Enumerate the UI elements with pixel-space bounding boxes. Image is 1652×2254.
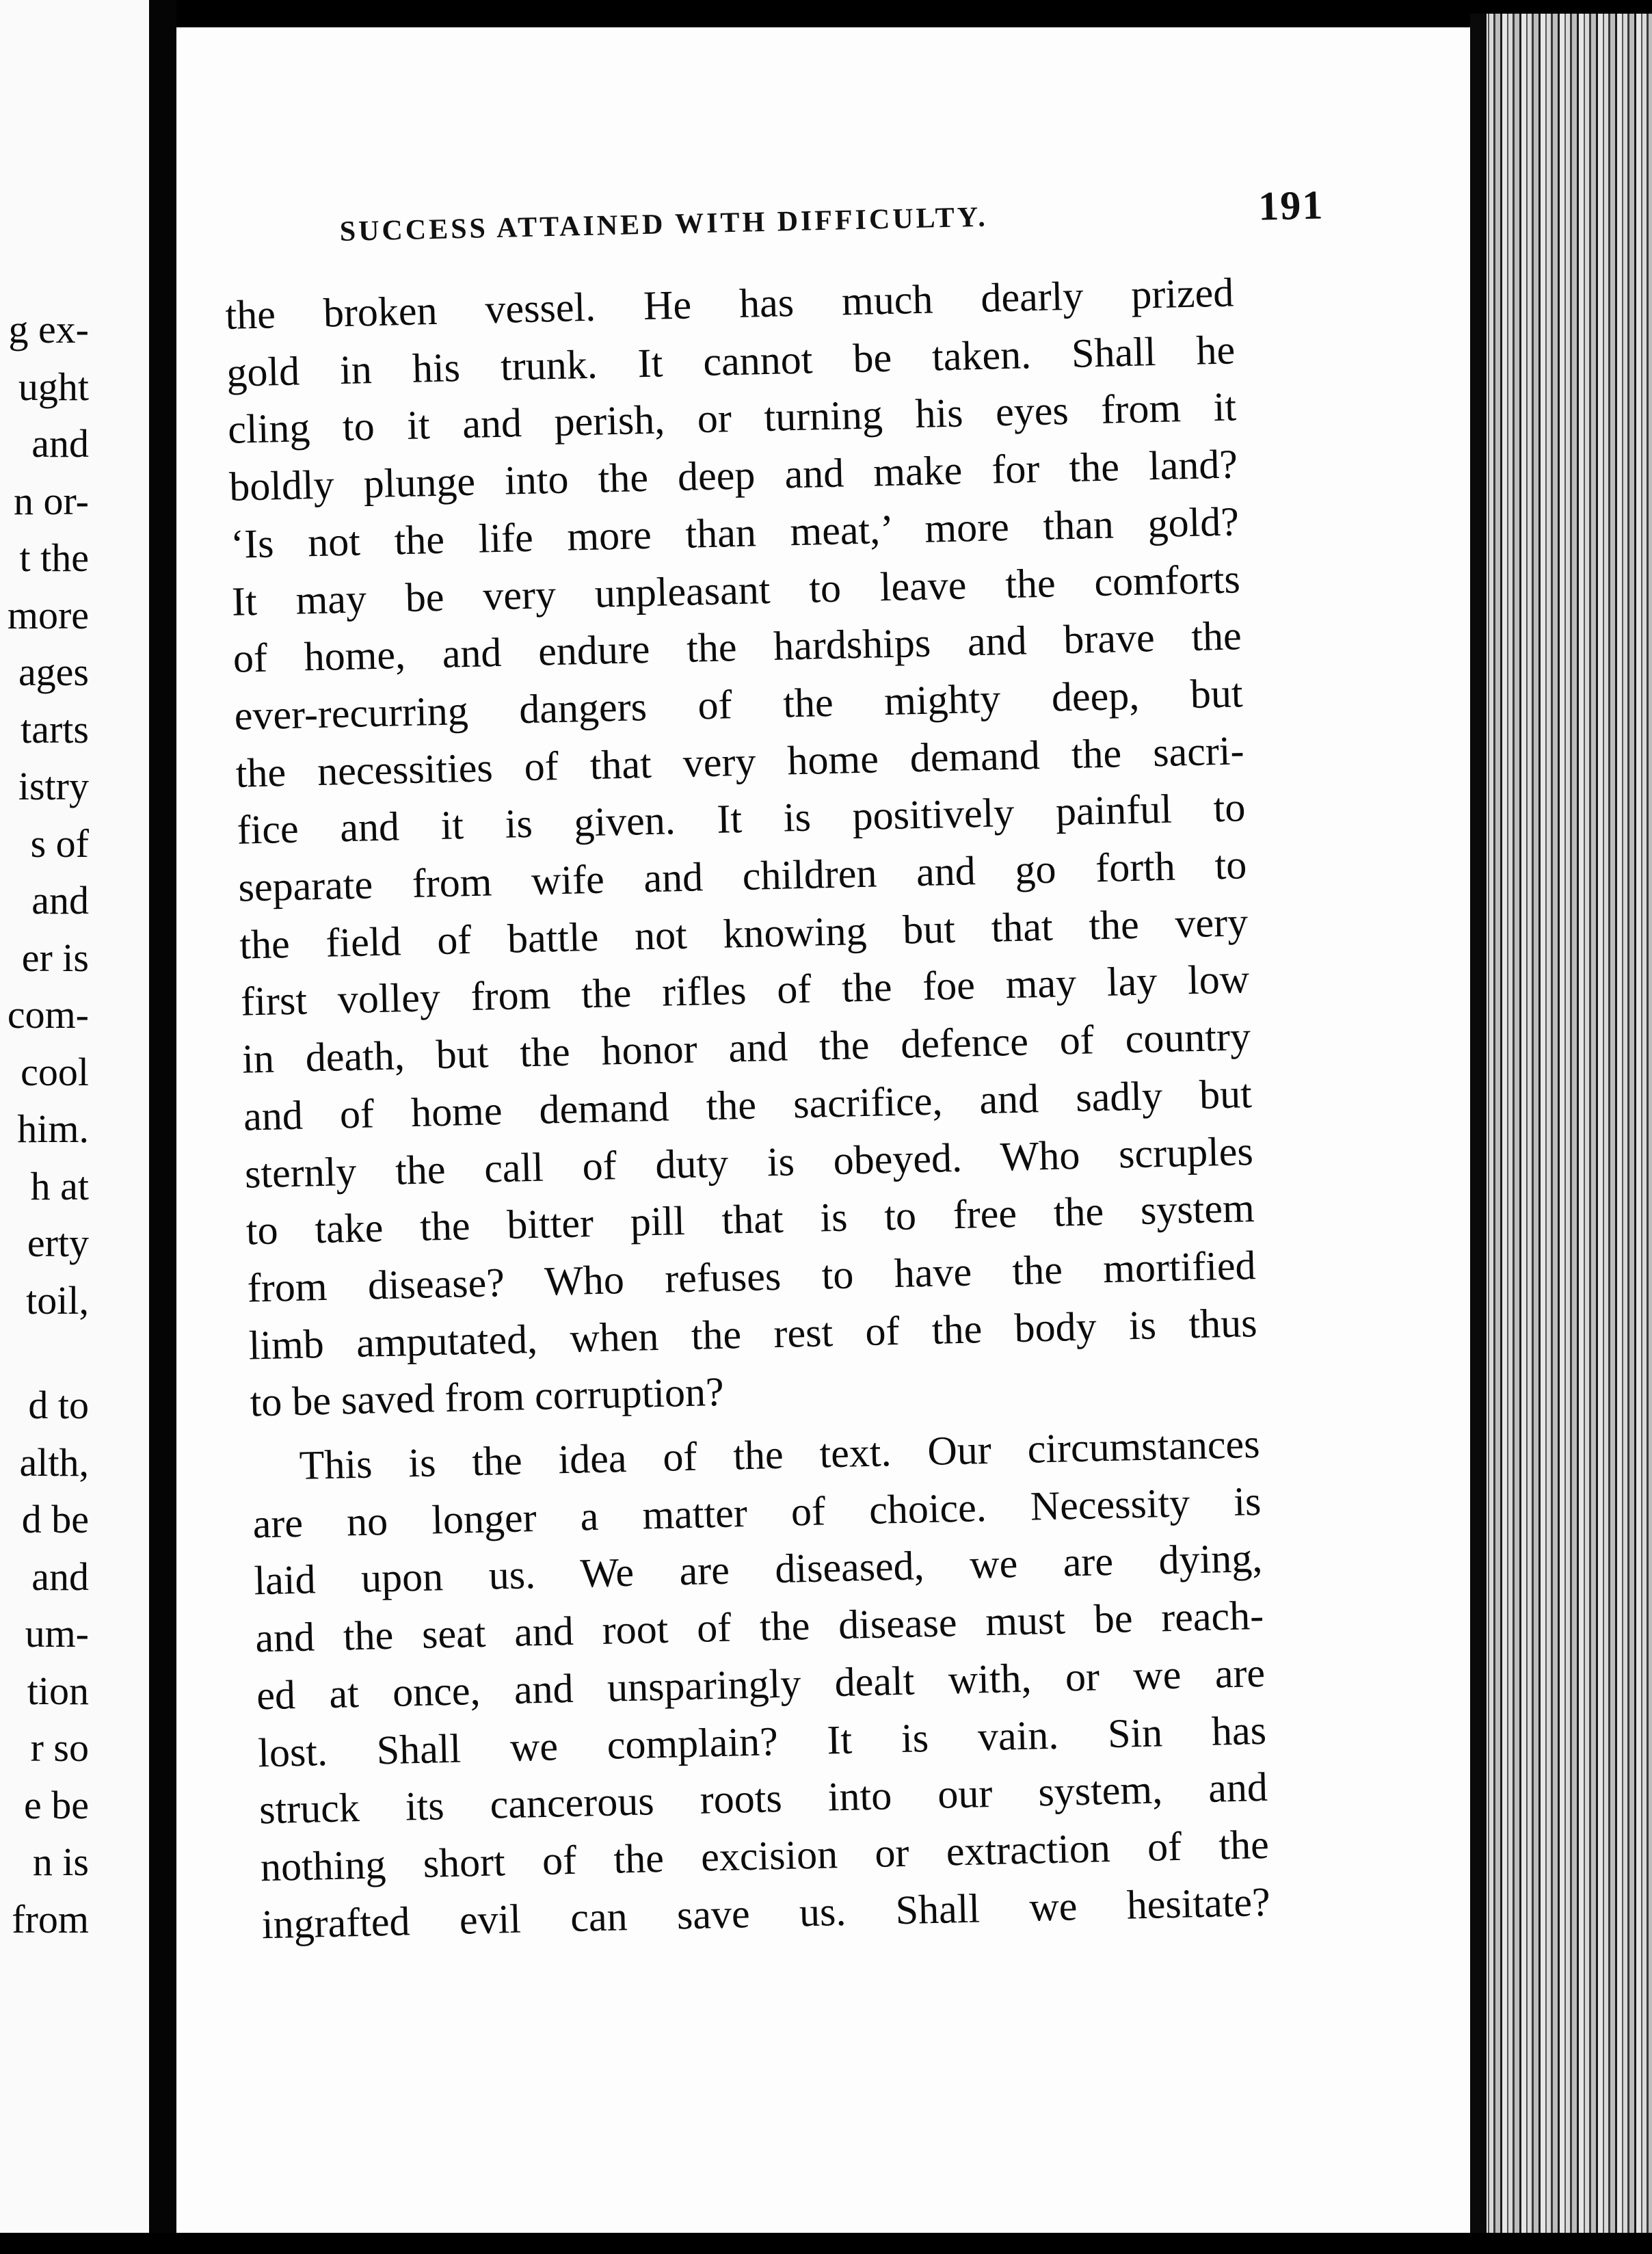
text-line: struck its cancerous roots into our system, and [258,1764,1268,1833]
fragment-line: toil, [26,1277,89,1323]
text-line: lost. Shall we complain? It is vain. Sin has [257,1707,1267,1775]
fragment-line: g ex- [8,307,89,352]
text-line: gold in his trunk. It cannot be taken. Shall he [226,327,1236,395]
text-line: boldly plunge into the deep and make for the land? [228,441,1238,509]
fragment-line: erty [27,1221,89,1265]
fragment-line: h at [30,1163,89,1208]
text-line: nothing short of the excision or extraction of the [260,1821,1270,1890]
text-line: the necessities of that very home demand the sacri- [235,727,1245,796]
previous-page-text-fragments [8,301,89,1948]
text-line: separate from wife and children and go forth to [237,842,1247,910]
text-line: ever-recurring dangers of the mighty deep, but [234,670,1244,739]
fragment-line: e be [24,1782,89,1827]
text-line: ed at once, and unsparingly dealt with, or we are [256,1649,1266,1719]
fragment-line: r so [30,1725,89,1770]
running-head [339,181,1324,251]
fragment-line: um- [25,1611,89,1656]
running-title: SUCCESS ATTAINED WITH DIFFICULTY. [339,201,989,248]
book-gutter [149,0,176,2254]
fragment-line: t the [19,535,89,580]
fragment-line: n or- [14,478,89,523]
fragment-line: n is [32,1840,89,1884]
text-line: the broken vessel. He has much dearly prized [224,269,1234,338]
fragment-line: ught [18,364,89,409]
fragment-line: alth, [19,1440,89,1485]
text-line: from disease? Who refuses to have the mortified [247,1243,1257,1311]
paragraph [251,1416,1271,1954]
bottom-border [0,2233,1652,2254]
text-line: This is the idea of the text. Our circumstances [298,1421,1261,1488]
fragment-line: and [31,878,89,923]
fore-edge-shadow [1470,14,1487,2254]
fragment-line: istry [18,764,89,808]
page-number: 191 [1257,182,1325,229]
text-line: to take the bitter pill that is to free the system [245,1185,1255,1254]
fragment-line: d be [21,1497,89,1541]
fragment-line: com- [7,992,89,1037]
text-line: first volley from the rifles of the foe may lay low [240,956,1250,1025]
fragment-line: more [7,592,89,637]
fragment-line: er is [21,935,89,980]
text-line: are no longer a matter of choice. Necessity is [252,1478,1262,1547]
fragment-line: s of [30,821,89,866]
text-line: fice and it is given. It is positively painful to [236,784,1247,853]
text-line: ‘Is not the life more than meat,’ more than gold? [230,499,1240,567]
text-line: cling to it and perish, or turning his eyes from it [227,384,1237,453]
fragment-line: cool [21,1049,89,1094]
fragment-line: tion [27,1668,89,1713]
fragment-line: ages [18,650,89,694]
text-line: to be saved from corruption? [249,1369,725,1425]
text-line: in death, but the honor and the defence of country [241,1013,1251,1082]
text-line: and the seat and root of the disease must be reach- [254,1593,1264,1661]
previous-page [0,0,149,2254]
text-line: limb amputated, when the rest of the body is thus [248,1299,1258,1368]
body-text [225,264,1271,1953]
text-line: It may be very unpleasant to leave the comforts [231,555,1241,624]
text-line: the field of battle not knowing but that the very [239,899,1249,968]
fragment-line: and [31,421,89,466]
text-line: laid upon us. We are diseased, we are dying, [253,1535,1263,1604]
text-line: of home, and endure the hardships and brave the [232,613,1242,681]
fragment-line: d to [28,1383,89,1427]
text-line: and of home demand the sacrifice, and sadly but [243,1070,1253,1139]
current-page [176,27,1470,2233]
fragment-line: and [31,1554,89,1599]
fore-edge-pages [1470,14,1652,2254]
fragment-line: from [12,1896,89,1941]
paragraph [225,264,1260,1431]
fragment-line: tarts [21,706,89,752]
text-line: sternly the call of duty is obeyed. Who scruples [244,1128,1254,1197]
fragment-line: him. [17,1106,89,1151]
text-line: ingrafted evil can save us. Shall we hesitate? [261,1879,1271,1947]
